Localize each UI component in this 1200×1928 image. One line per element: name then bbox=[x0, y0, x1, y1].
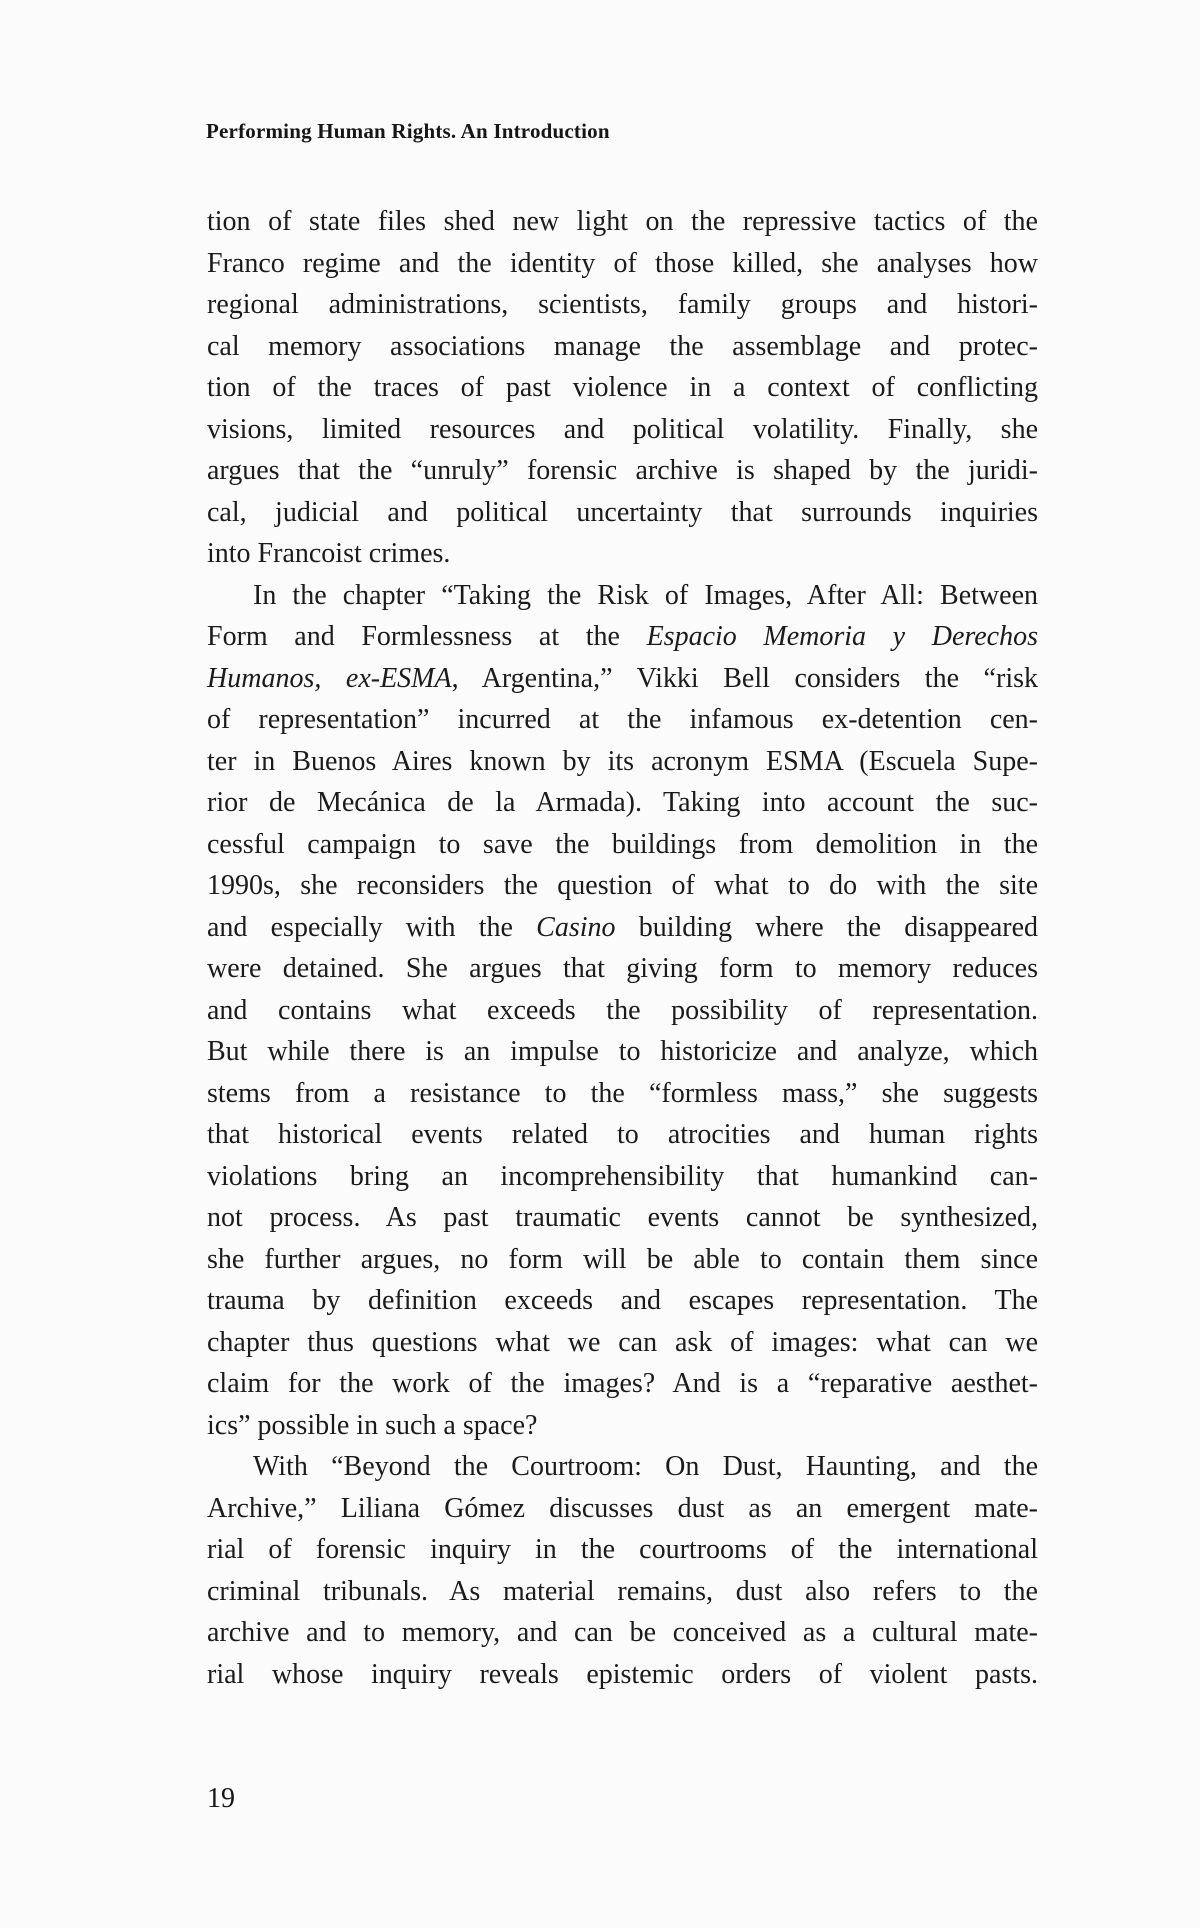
text-line: criminal tribunals. As material remains, dust also refers to the bbox=[207, 1575, 1038, 1607]
page-number: 19 bbox=[207, 1783, 235, 1814]
text-line: regional administrations, scientists, family groups and histori- bbox=[207, 289, 1038, 320]
text-line: Form and Formlessness at the Espacio Memoria y Derechos bbox=[207, 621, 1038, 652]
text-line: 1990s, she reconsiders the question of what to do with the site bbox=[207, 870, 1038, 901]
text-line: argues that the “unruly” forensic archive is shaped by the juridi- bbox=[207, 455, 1038, 486]
text-line: chapter thus questions what we can ask of images: what can we bbox=[207, 1326, 1038, 1358]
text-line: trauma by definition exceeds and escapes representation. The bbox=[207, 1285, 1038, 1316]
text-line: But while there is an impulse to historicize and analyze, which bbox=[207, 1036, 1038, 1067]
text-line: rial of forensic inquiry in the courtrooms of the international bbox=[207, 1534, 1038, 1565]
body-text bbox=[207, 201, 1038, 1695]
text-line: ter in Buenos Aires known by its acronym ESMA (Escuela Supe- bbox=[207, 745, 1038, 777]
text-line: and contains what exceeds the possibility of representation. bbox=[207, 994, 1038, 1026]
text-line: of representation” incurred at the infamous ex-detention cen- bbox=[207, 704, 1038, 735]
text-line: cal, judicial and political uncertainty that surrounds inquiries bbox=[207, 496, 1038, 528]
paragraph bbox=[207, 1446, 1038, 1695]
text-line: rior de Mecánica de la Armada). Taking into account the suc- bbox=[207, 787, 1038, 818]
text-line: that historical events related to atrocities and human rights bbox=[207, 1119, 1038, 1150]
running-header: Performing Human Rights. An Introduction bbox=[206, 119, 610, 143]
text-line: cessful campaign to save the buildings from demolition in the bbox=[207, 828, 1038, 860]
text-line: cal memory associations manage the assemblage and protec- bbox=[207, 330, 1038, 362]
paragraph bbox=[207, 575, 1038, 1447]
text-line: With “Beyond the Courtroom: On Dust, Haunting, and the bbox=[253, 1451, 1038, 1482]
text-line: into Francoist crimes. bbox=[207, 538, 451, 569]
text-line: stems from a resistance to the “formless mass,” she suggests bbox=[207, 1077, 1038, 1109]
text-line: and especially with the Casino building where the disappeared bbox=[207, 911, 1038, 943]
text-line: visions, limited resources and political volatility. Finally, she bbox=[207, 413, 1038, 445]
text-line: Archive,” Liliana Gómez discusses dust as an emergent mate- bbox=[207, 1492, 1038, 1524]
text-line: tion of the traces of past violence in a context of conflicting bbox=[207, 372, 1038, 403]
text-line: ics” possible in such a space? bbox=[207, 1409, 538, 1441]
text-line: claim for the work of the images? And is a “reparative aesthet- bbox=[207, 1368, 1038, 1399]
text-line: Franco regime and the identity of those killed, she analyses how bbox=[207, 247, 1038, 279]
text-line: not process. As past traumatic events cannot be synthesized, bbox=[207, 1202, 1038, 1233]
paragraph bbox=[207, 201, 1038, 575]
text-line: archive and to memory, and can be conceived as a cultural mate- bbox=[207, 1617, 1038, 1648]
text-line: rial whose inquiry reveals epistemic orders of violent pasts. bbox=[207, 1658, 1038, 1690]
text-line: Humanos, ex-ESMA, Argentina,” Vikki Bell considers the “risk bbox=[207, 662, 1038, 694]
text-line: she further argues, no form will be able to contain them since bbox=[207, 1243, 1038, 1275]
text-line: were detained. She argues that giving form to memory reduces bbox=[207, 953, 1038, 984]
text-line: tion of state files shed new light on the repressive tactics of the bbox=[207, 206, 1038, 237]
text-line: In the chapter “Taking the Risk of Images, After All: Between bbox=[253, 579, 1038, 611]
text-line: violations bring an incomprehensibility that humankind can- bbox=[207, 1160, 1038, 1192]
